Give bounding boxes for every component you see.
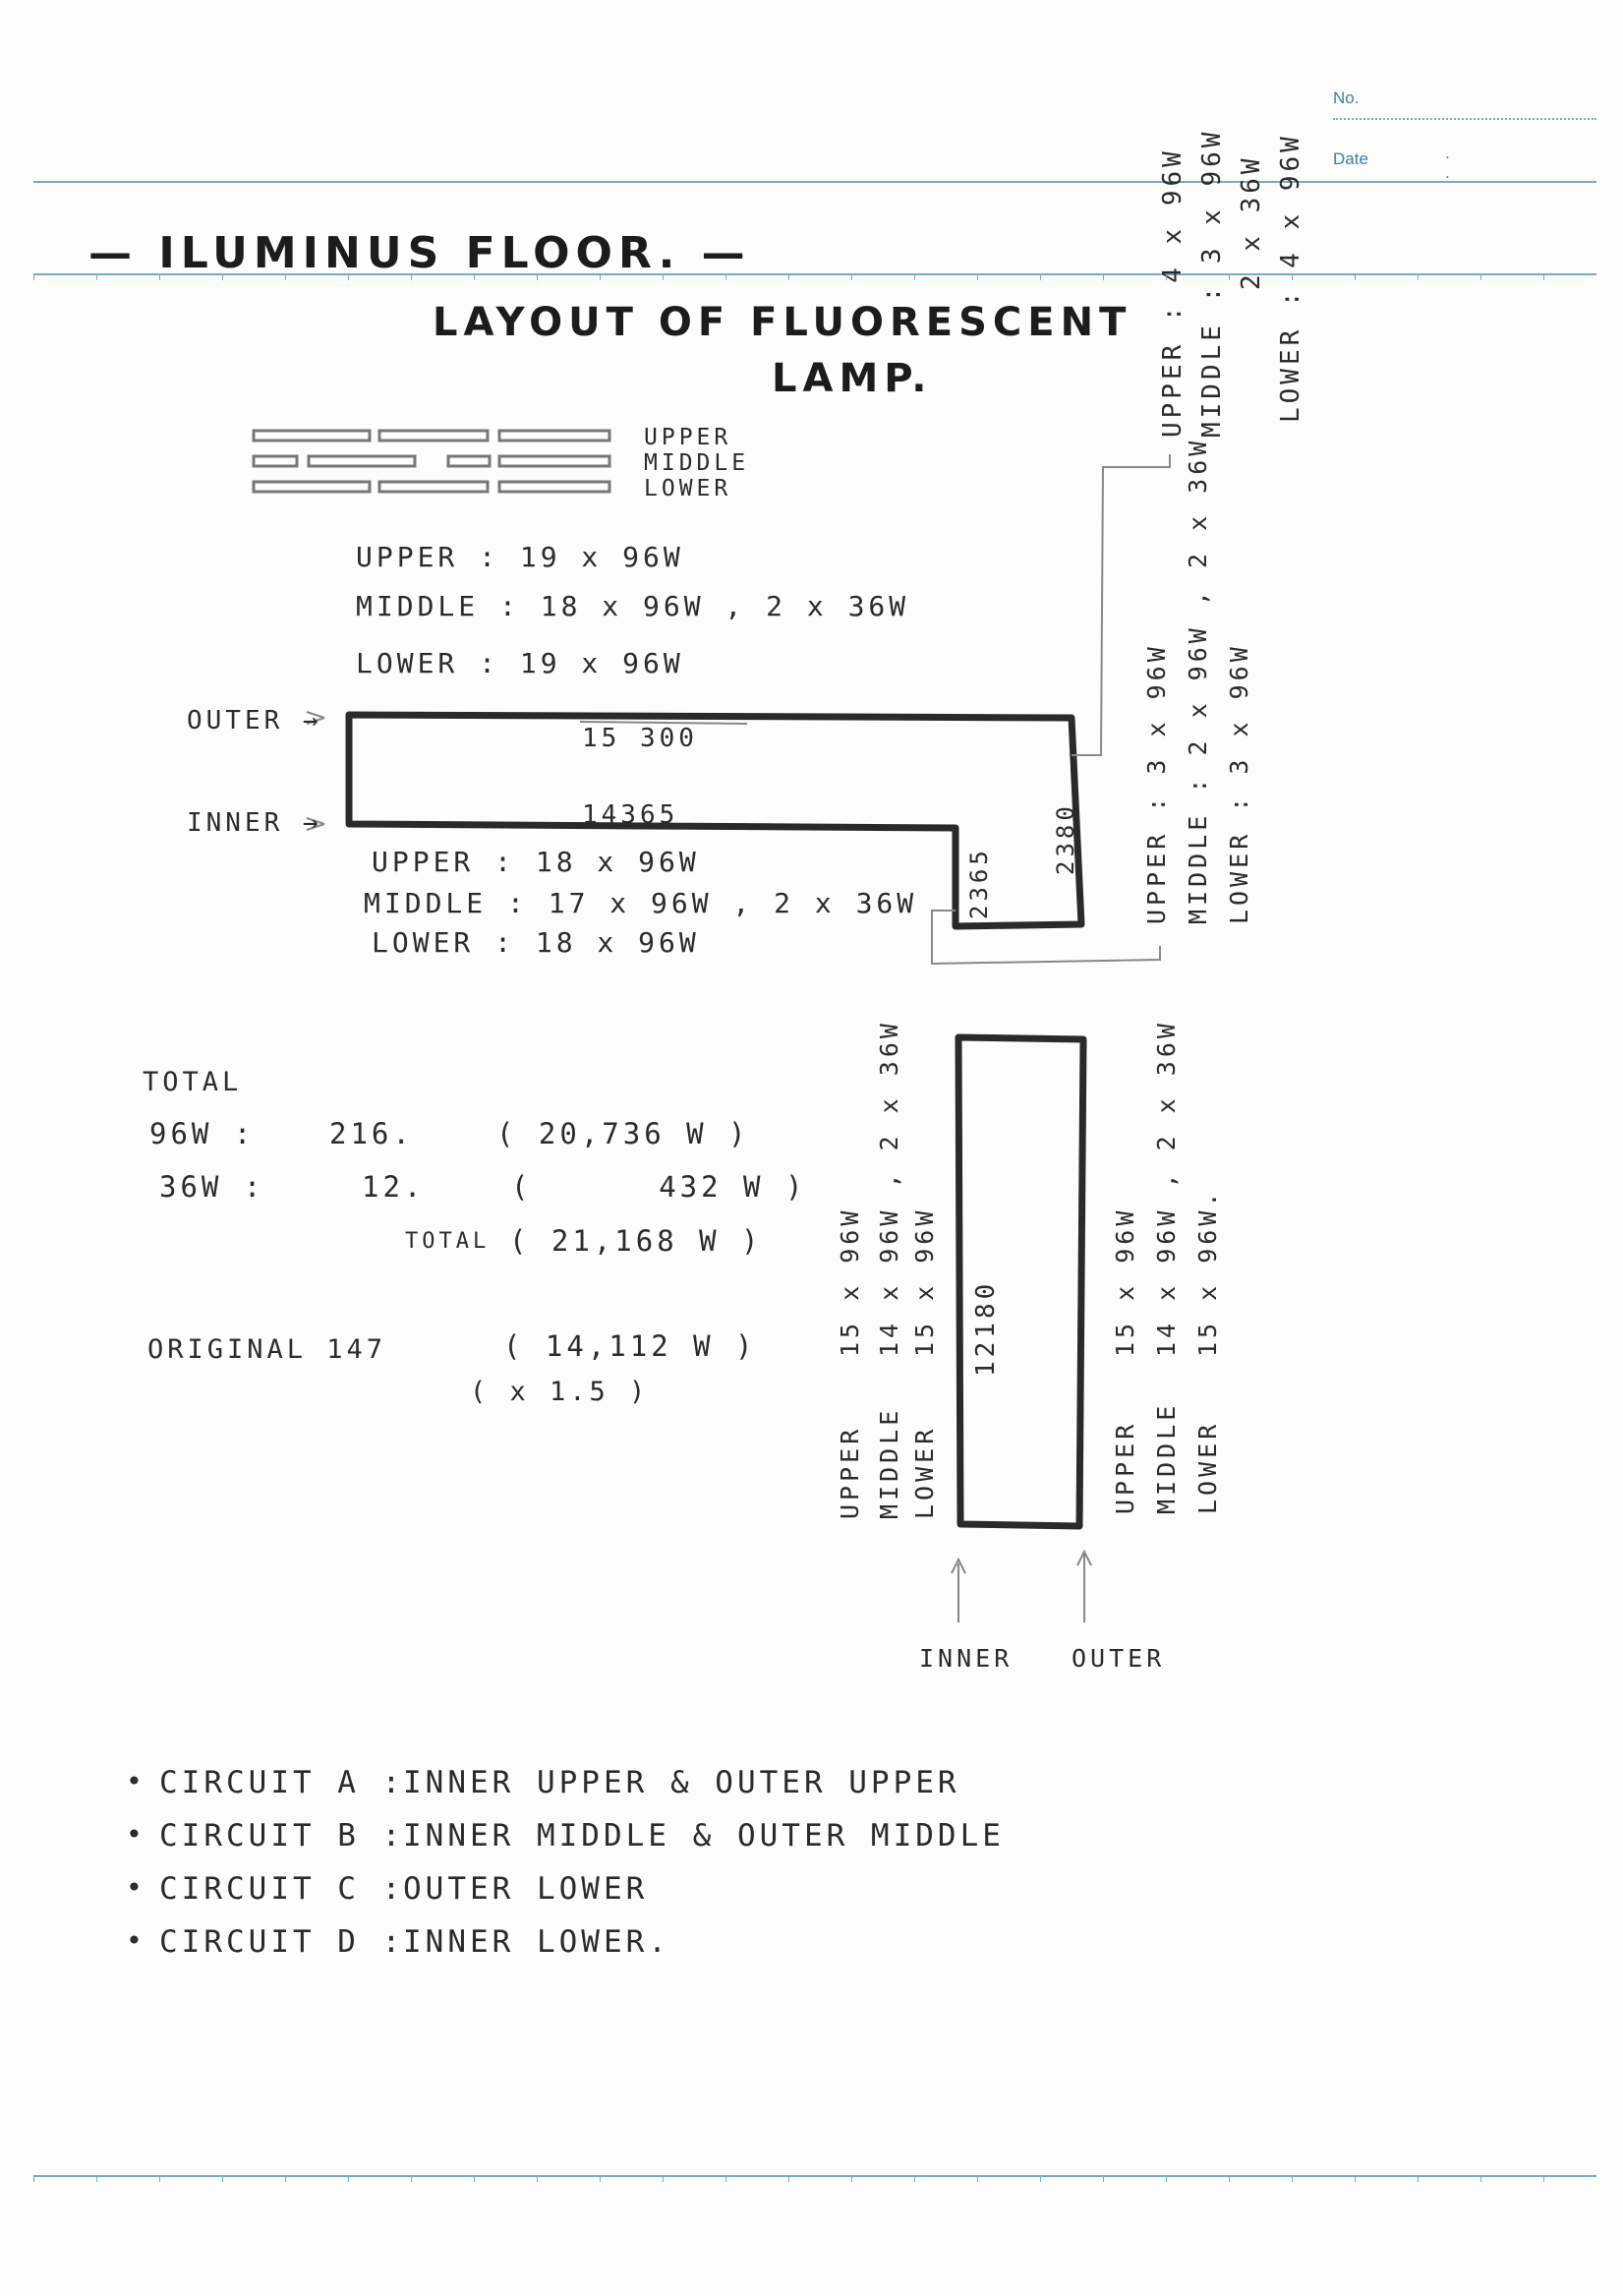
rule-tick: [33, 2176, 34, 2182]
circuit-description: INNER MIDDLE & OUTER MIDDLE: [403, 1818, 1005, 1854]
circuit-bullet: •: [126, 1924, 146, 1957]
rule-tick: [977, 274, 978, 280]
inner-up-arrow: [952, 1560, 965, 1622]
rule-tick: [537, 2176, 538, 2182]
bottom-inner-label: INNER: [919, 1644, 1014, 1673]
rule-tick: [1166, 274, 1167, 280]
circuit-name: CIRCUIT C :: [159, 1871, 405, 1907]
vertical-inner-upper-value: 15 x 96W: [836, 1207, 864, 1357]
vertical-inner-upper: UPPER: [836, 1425, 864, 1519]
short-outer-dimension: 2380: [1052, 802, 1079, 875]
rule-tick: [1040, 274, 1041, 280]
rule-tick: [1418, 274, 1419, 280]
grand-total-label: TOTAL: [405, 1229, 491, 1254]
outer-lower-count: LOWER : 19 x 96W: [356, 647, 684, 679]
rule-tick: [851, 2176, 852, 2182]
circuit-name: CIRCUIT A :: [159, 1765, 405, 1800]
circuit-bullet: •: [126, 1765, 146, 1797]
subtitle-line-1: LAYOUT OF FLUORESCENT: [433, 300, 1132, 345]
total-96w-watts: ( 20,736 W ): [496, 1117, 750, 1150]
inner-lower-count: LOWER : 18 x 96W: [372, 926, 700, 959]
rule-tick: [285, 2176, 286, 2182]
total-36w-watts: ( 432 W ): [511, 1170, 807, 1204]
rule-tick: [474, 274, 475, 280]
rule-tick: [1229, 2176, 1230, 2182]
outer-up-arrow: [1077, 1552, 1091, 1622]
rule-tick: [1480, 274, 1481, 280]
rule-tick: [788, 2176, 789, 2182]
rule-tick: [474, 2176, 475, 2182]
top-right-middle-36w-count: 2 x 36W: [1237, 154, 1266, 290]
vertical-outer-upper-value: 15 x 96W: [1111, 1207, 1139, 1357]
multiplier-factor: ( x 1.5 ): [470, 1377, 650, 1407]
outer-upper-count: UPPER : 19 x 96W: [356, 541, 684, 573]
rule-tick: [1040, 2176, 1041, 2182]
rule-tick: [914, 274, 915, 280]
original-label: ORIGINAL 147: [147, 1334, 387, 1365]
vertical-outer-lower-value: 15 x 96W.: [1193, 1188, 1222, 1357]
rule-tick: [914, 2176, 915, 2182]
vertical-inner-middle-value: 14 x 96W , 2 x 36W: [875, 1020, 903, 1357]
top-right-lower-count: LOWER : 4 x 96W: [1276, 133, 1305, 423]
mid-right-middle-count: MIDDLE : 2 x 96W , 2 x 36W: [1184, 437, 1212, 924]
outer-label: OUTER →: [187, 706, 322, 736]
rule-tick: [725, 274, 726, 280]
rule-tick: [348, 2176, 349, 2182]
inner-middle-count: MIDDLE : 17 x 96W , 2 x 36W: [364, 887, 918, 919]
long-side-dimension: 12180: [971, 1279, 1001, 1377]
mid-right-upper-count: UPPER : 3 x 96W: [1142, 643, 1171, 924]
vertical-inner-lower: LOWER: [910, 1425, 939, 1519]
inner-upper-count: UPPER : 18 x 96W: [372, 846, 700, 878]
short-inner-dimension: 2365: [965, 847, 993, 919]
total-36w-label: 36W :: [159, 1170, 265, 1204]
top-right-middle-count: MIDDLE : 3 x 96W: [1197, 128, 1227, 438]
bottom-rule-ticks: [33, 2176, 1596, 2182]
rule-tick: [1355, 2176, 1356, 2182]
rule-tick: [222, 274, 223, 280]
rule-tick: [159, 2176, 160, 2182]
rule-tick: [1543, 2176, 1544, 2182]
rule-tick: [159, 274, 160, 280]
rule-tick: [1355, 274, 1356, 280]
date-label: Date: [1333, 149, 1368, 168]
legend-upper: UPPER: [644, 425, 732, 450]
date-dots: . .: [1445, 144, 1509, 182]
inner-label: INNER →: [187, 808, 322, 838]
circuit-bullet: •: [126, 1818, 146, 1851]
rule-tick: [348, 274, 349, 280]
vertical-outer-middle: MIDDLE: [1152, 1401, 1181, 1514]
rule-tick: [1166, 2176, 1167, 2182]
rule-tick: [96, 2176, 97, 2182]
rule-tick: [1292, 274, 1293, 280]
mid-right-lower-count: LOWER : 3 x 96W: [1225, 643, 1253, 924]
rule-tick: [600, 274, 601, 280]
legend-middle: MIDDLE: [644, 450, 750, 476]
rule-tick: [600, 2176, 601, 2182]
legend-lower: LOWER: [644, 476, 732, 501]
rule-tick: [96, 274, 97, 280]
circuit-description: INNER UPPER & OUTER UPPER: [403, 1765, 960, 1800]
vertical-outer-upper: UPPER: [1111, 1420, 1139, 1514]
circuit-bullet: •: [126, 1871, 146, 1904]
bottom-outer-label: OUTER: [1072, 1644, 1166, 1673]
top-right-upper-count: UPPER : 4 x 96W: [1158, 147, 1188, 438]
vertical-inner-middle: MIDDLE: [875, 1406, 903, 1519]
rule-tick: [1292, 2176, 1293, 2182]
rule-tick: [1543, 274, 1544, 280]
rule-tick: [222, 2176, 223, 2182]
page-title: — ILUMINUS FLOOR. —: [88, 228, 751, 278]
top-rule-ticks: [33, 274, 1596, 280]
rule-tick: [851, 274, 852, 280]
rule-tick: [285, 274, 286, 280]
circuit-name: CIRCUIT B :: [159, 1818, 405, 1854]
inner-length-dimension: 14365: [582, 800, 679, 830]
original-watts: ( 14,112 W ): [503, 1329, 757, 1363]
rule-tick: [1229, 274, 1230, 280]
rule-tick: [1103, 274, 1104, 280]
circuit-description: OUTER LOWER: [403, 1871, 649, 1907]
rule-tick: [411, 274, 412, 280]
total-heading: TOTAL: [143, 1067, 243, 1097]
vertical-outer-middle-value: 14 x 96W , 2 x 36W: [1152, 1020, 1181, 1357]
number-label: No.: [1333, 88, 1360, 107]
rule-tick: [411, 2176, 412, 2182]
vertical-outer-lower: LOWER: [1193, 1420, 1222, 1514]
total-36w-count: 12.: [362, 1170, 426, 1204]
total-96w-label: 96W :: [149, 1117, 256, 1150]
circuit-name: CIRCUIT D :: [159, 1924, 405, 1960]
outer-length-dimension: 15 300: [582, 724, 698, 753]
rule-tick: [725, 2176, 726, 2182]
vertical-inner-lower-value: 15 x 96W: [910, 1207, 939, 1357]
rule-tick: [788, 274, 789, 280]
grand-total-watts: ( 21,168 W ): [509, 1224, 763, 1258]
rule-tick: [33, 274, 34, 280]
outer-middle-count: MIDDLE : 18 x 96W , 2 x 36W: [356, 590, 910, 622]
rule-tick: [663, 2176, 664, 2182]
circuit-description: INNER LOWER.: [403, 1924, 670, 1960]
total-96w-count: 216.: [329, 1117, 414, 1150]
rule-tick: [1480, 2176, 1481, 2182]
rule-tick: [537, 274, 538, 280]
rule-tick: [1418, 2176, 1419, 2182]
rule-tick: [663, 274, 664, 280]
rule-tick: [1103, 2176, 1104, 2182]
rule-tick: [977, 2176, 978, 2182]
subtitle-line-2: LAMP.: [772, 356, 933, 401]
